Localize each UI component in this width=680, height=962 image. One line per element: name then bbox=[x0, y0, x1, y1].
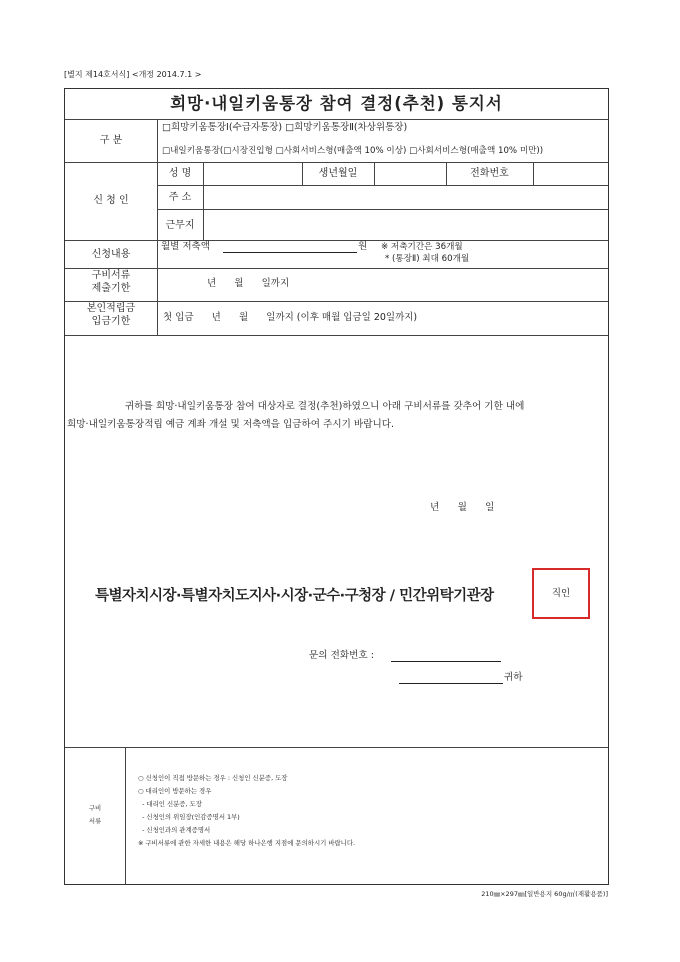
monthly-savings-field[interactable] bbox=[223, 252, 357, 253]
application-content-label: 신청내용 bbox=[91, 249, 131, 260]
won-unit: 원 bbox=[358, 241, 368, 252]
monthly-savings-label: 월별 저축액 bbox=[161, 241, 210, 252]
recipient-name-field[interactable] bbox=[399, 683, 503, 684]
notice-form bbox=[64, 88, 609, 885]
notice-date: 년 월 일 bbox=[430, 502, 495, 513]
docs-item-5: - 신청인과의 관계증명서 bbox=[138, 826, 211, 834]
documents-deadline-label-line1: 구비서류 bbox=[91, 270, 131, 281]
documents-deadline-date[interactable]: 년 월 일까지 bbox=[207, 278, 290, 289]
deposit-deadline-label bbox=[65, 302, 157, 328]
account-type-options-1[interactable]: □희망키움통장Ⅰ(수급자통장) □희망키움통장Ⅱ(차상위통장) bbox=[162, 122, 408, 133]
workplace-label: 근무지 bbox=[165, 220, 195, 231]
paper-spec-note: 210㎜×297㎜[일반용지 60g/㎡(재활용품)] bbox=[481, 890, 608, 898]
phone-label: 전화번호 bbox=[470, 168, 509, 179]
contact-phone-label: 문의 전화번호 : bbox=[309, 650, 374, 661]
deposit-deadline-date[interactable]: 첫 입금 년 월 일까지 (이후 매월 입금일 20일까지) bbox=[163, 312, 418, 323]
deposit-deadline-label-line1: 본인적립금 bbox=[86, 303, 136, 314]
applicant-label: 신 청 인 bbox=[93, 195, 129, 206]
docs-item-2: ○ 대리인이 방문하는 경우 bbox=[138, 787, 212, 795]
account-type-options-2[interactable]: □내일키움통장(□시장진입형 □사회서비스형(매출액 10% 이상) □사회서비스형(매출액 10% 미만)) bbox=[162, 146, 544, 156]
form-title: 희망·내일키움통장 참여 결정(추천) 통지서 bbox=[170, 94, 503, 113]
honorific: 귀하 bbox=[504, 672, 523, 683]
notice-body-line1: 귀하를 희망·내일키움통장 참여 대상자로 결정(추천)하였으니 아래 구비서류를 갖추어 기한 내에 bbox=[125, 401, 525, 412]
deposit-deadline-label-line2: 입금기한 bbox=[91, 316, 131, 327]
address-label: 주 소 bbox=[168, 192, 192, 203]
required-docs-label-line2: 서류 bbox=[88, 817, 102, 825]
category-label: 구 분 bbox=[99, 135, 123, 146]
contact-phone-field[interactable] bbox=[391, 661, 501, 662]
birthdate-label: 생년월일 bbox=[318, 168, 358, 179]
docs-item-3: - 대리인 신분증, 도장 bbox=[138, 800, 202, 808]
name-label: 성 명 bbox=[168, 168, 192, 179]
documents-deadline-label-line2: 제출기한 bbox=[91, 283, 131, 294]
issuer-title: 특별자치시장·특별자치도지사·시장·군수·구청장 / 민간위탁기관장 bbox=[95, 588, 494, 604]
notice-body-line2: 희망·내일키움통장적립 예금 계좌 개설 및 저축액을 입금하여 주시기 바랍니다. bbox=[67, 419, 395, 430]
savings-period-note: ※ 저축기간은 36개월 bbox=[381, 242, 463, 252]
savings-period-max-note: * (통장Ⅱ) 최대 60개월 bbox=[385, 254, 470, 264]
documents-deadline-label bbox=[65, 269, 157, 295]
required-docs-label-line1: 구비 bbox=[88, 804, 102, 812]
docs-item-6: ※ 구비서류에 관한 자세한 내용은 해당 하나은행 지점에 문의하시기 바랍니다. bbox=[138, 839, 356, 847]
docs-item-4: - 신청인의 위임장(인감증명서 1부) bbox=[138, 813, 240, 821]
docs-item-1: ○ 신청인이 직접 방문하는 경우 : 신청인 신분증, 도장 bbox=[138, 774, 288, 782]
official-seal: 직인 bbox=[532, 568, 590, 619]
form-number-note: [별지 제14호서식] <개정 2014.7.1 > bbox=[64, 70, 202, 79]
